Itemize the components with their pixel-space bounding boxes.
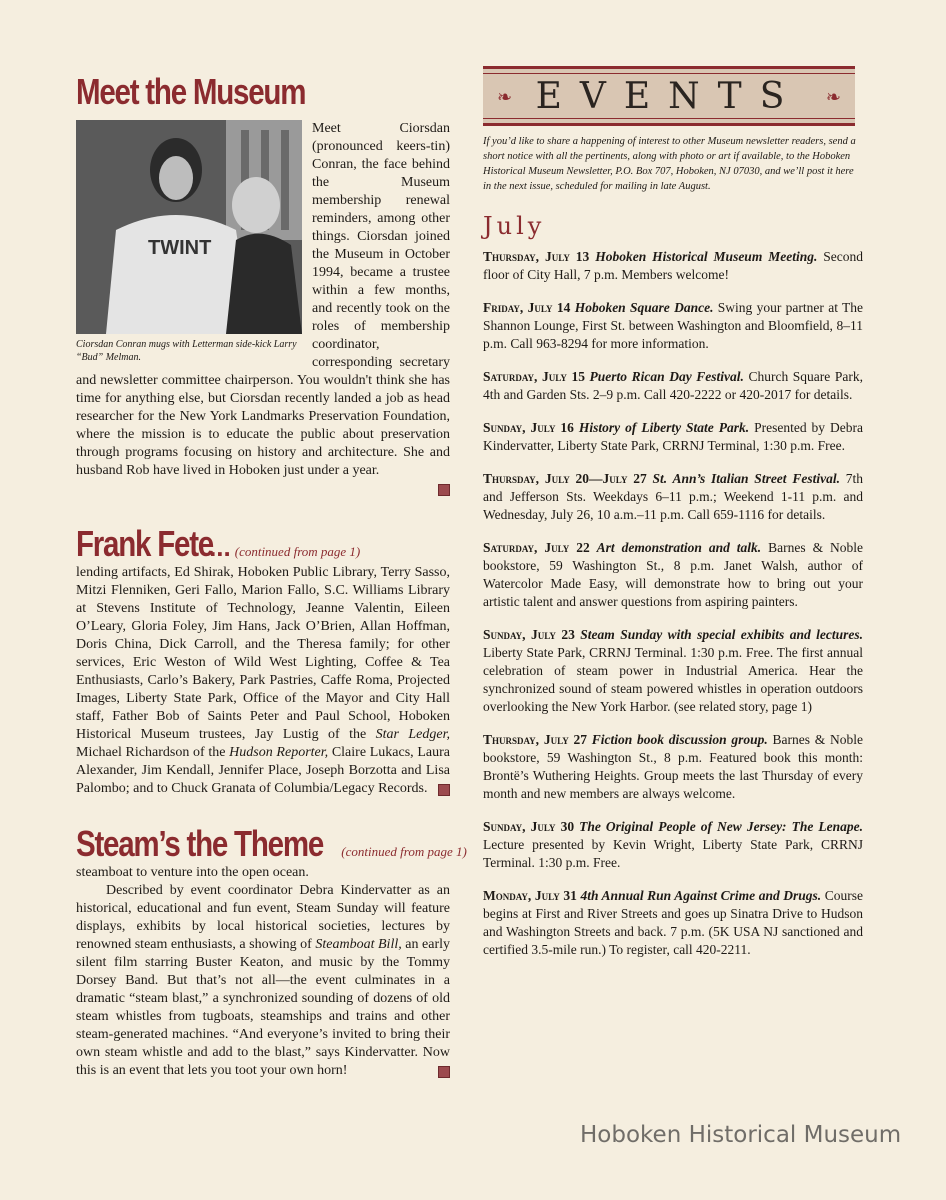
- list-item: Monday, July 31 4th Annual Run Against Crime and Drugs. Course begins at First and River Streets and goes up Sinatra Drive to Hudson and Washington Streets and back. 7 p.m. (5K USA NJ sanctioned and certified 3.5-mile run.) To register, call 420-2211.: [483, 888, 864, 957]
- meet-article: [76, 120, 450, 496]
- steam-headline: Steam’s the Theme: [76, 823, 324, 864]
- ornament-flourish-icon: ❧: [825, 87, 841, 107]
- banner-rule-top: [483, 73, 855, 74]
- list-item: Saturday, July 22 Art demonstration and talk. Barnes & Noble bookstore, 59 Washington St., 8 p.m. Janet Walsh, author of Watercolor Made Easy, will demonstrate how to bring out your artistic talent and answer questions from aspiring painters.: [483, 540, 864, 609]
- frank-article: [76, 524, 450, 798]
- list-item: Thursday, July 13 Hoboken Historical Museum Meeting. Second floor of City Hall, 7 p.m. Members welcome!: [483, 249, 864, 282]
- photo-figure: [76, 120, 302, 364]
- ornament-flourish-icon: ❧: [497, 87, 513, 107]
- frank-continued-note: (continued from page 1): [234, 544, 361, 559]
- square-end-mark-icon: [438, 784, 450, 796]
- watermark: Hoboken Historical Museum: [580, 1122, 902, 1148]
- steam-continued-note: (continued from page 1): [341, 844, 467, 859]
- square-end-mark-icon: [438, 484, 450, 496]
- shirt-text: TWINT: [148, 237, 212, 259]
- steam-body-1: steamboat to venture into the open ocean.: [76, 865, 309, 880]
- steam-article: [76, 823, 467, 1080]
- month-heading: July: [483, 212, 546, 240]
- meet-headline: Meet the Museum: [76, 71, 306, 112]
- list-item: Thursday, July 20—July 27 St. Ann’s Italian Street Festival. 7th and Jefferson Sts. Weekdays 6–11 p.m.; Weekend 1-11 p.m. and Wednesday, July 26, 10 a.m.–11 p.m. Call 659-1116 for details.: [483, 471, 863, 522]
- events-banner: [483, 66, 855, 126]
- list-item: Thursday, July 27 Fiction book discussion group. Barnes & Noble bookstore, 59 Washington St., 8 p.m. Featured book this month: Brontë’s Wuthering Heights. Group meets the last Thursday of every month and new members are always welcome.: [483, 732, 864, 801]
- list-item: Saturday, July 15 Puerto Rican Day Festival. Church Square Park, 4th and Garden Sts. 2–9 p.m. Call 420-2222 or 420-2017 for details.: [483, 369, 863, 402]
- photo-illustration: [76, 120, 302, 334]
- frank-body: lending artifacts, Ed Shirak, Hoboken Public Library, Terry Sasso, Mitzi Flenniken, Geri Fallo, Marion Fallo, S.C. Williams Library at Stevens Institute of Technology, Jeanne Valentin, Eileen O’Leary, Gloria Foley, Jim Hans, Jack O’Brien, Allan Hoffman, Doris China, Dick Carroll, and the Theresa family; for other services, Eric Weston of Wild West Lighting, Coffee & Tea Enthusiasts, Carlo’s Bakery, Park Pastries, Caffe Roma, Projected Images, Liberty State Park, Office of the Mayor and City Hall staff, Father Bob of Saints Peter and Paul School, Hoboken Historical Museum trustees, Jay Lustig of the Star Ledger, Michael Richardson of the Hudson Reporter, Claire Lukacs, Laura Alexander, Jim Kendall, Jennifer Place, Joseph Borzotta and Lisa Palombo; and to Chuck Granata of Columbia/Legacy Records.: [76, 565, 450, 796]
- events-intro: If you’d like to share a happening of interest to other Museum newsletter readers, send a short notice with all the pertinents, along with photo or art if available, to the Hoboken Historical Museum Newsletter, P.O. Box 707, Hoboken, NJ 07030, and we’ll post it here in the next issue, scheduled for mailing in late August.: [483, 136, 856, 192]
- photo-caption: Ciorsdan Conran mugs with Letterman side-kick Larry “Bud” Melman.: [76, 339, 297, 363]
- steam-headline-row: [76, 823, 467, 864]
- list-item: Sunday, July 23 Steam Sunday with special exhibits and lectures. Liberty State Park, CRRNJ Terminal. 1:30 p.m. Free. The first annual celebration of steam power in Industrial America. Hear the synchronized sound of steam powered whistles in operation outdoors overlooking the New York Harbor. (see related story, page 1): [483, 627, 864, 714]
- list-item: Sunday, July 30 The Original People of New Jersey: The Lenape. Lecture presented by Kevin Wright, Liberty State Park, CRRNJ Terminal. 1:30 p.m. Free.: [483, 819, 864, 870]
- list-item: Friday, July 14 Hoboken Square Dance. Swing your partner at The Shannon Lounge, First St. between Washington and Bloomfield, 8–11 p.m. Call 963-8294 for more information.: [483, 300, 864, 351]
- list-item: Sunday, July 16 History of Liberty State Park. Presented by Debra Kindervatter, Liberty State Park, CRRNJ Terminal, 1:30 p.m. Free.: [483, 420, 863, 453]
- right-column: [483, 66, 863, 974]
- steam-body-2: Described by event coordinator Debra Kindervatter as an historical, educational and fun event, Steam Sunday will feature displays, exhibits by local historical societies, lectures by renowned steam enthusiasts, a showing of Steamboat Bill, an early silent film starring Buster Keaton, and music by the Tommy Dorsey Band. But that’s not all—the event culminates in a dramatic “steam blast,” a synchronized sounding of dozens of old steam whistles from tugboats, steamships and trains and other steam-generated machines. “And everyone’s invited to bring their own steam whistle and add to the blast,” says Kindervatter. Now this is an event that lets you toot your own horn!: [76, 883, 451, 1078]
- banner-rule-bottom: [483, 118, 855, 119]
- portrait-photo: [76, 120, 302, 334]
- frank-headline-dots: ...: [209, 532, 231, 562]
- frank-headline: Frank Fete: [76, 523, 213, 564]
- left-column: [76, 71, 467, 1080]
- events-title: EVENTS: [535, 76, 803, 117]
- meet-body: Meet Ciorsdan (pronounced keers-tin) Conran, the face behind the Museum membership renewal reminders, among other things. Ciorsdan joined the Museum in October 1994, became a trustee within a few months, and recently took on the roles of membership coordinator, corresponding secretary and newsletter committee chairperson. You wouldn't think she has time for anything else, but Ciorsdan recently landed a job as head researcher for the New York Landmarks Preservation Foundation, where the mission is to educate the public about preservation through programs focusing on history and architecture. She and husband Rob have lived in Hoboken just under a year.: [76, 121, 450, 478]
- events-list: [483, 248, 863, 959]
- square-end-mark-icon: [438, 1066, 450, 1078]
- frank-headline-row: [76, 524, 450, 564]
